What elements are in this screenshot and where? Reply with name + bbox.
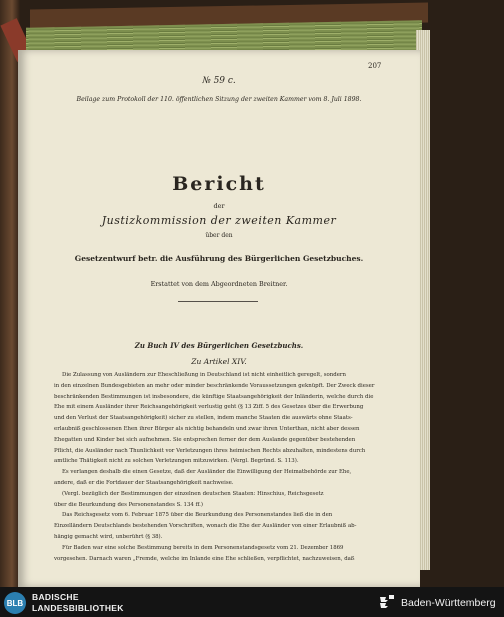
library-name-line2[interactable]: LANDESBIBLIOTHEK (32, 603, 124, 613)
body-line: erlaubniß geschlossenen Ehen ihrer Bürger als nichtig behandeln und zwar ihren Unterthan, nicht aber dessen (54, 426, 360, 432)
title-connector: der (213, 202, 225, 210)
body-line: Die Zulassung von Ausländern zur Eheschließung in Deutschland ist nicht einheitlich geregelt, sondern (62, 372, 346, 378)
blb-logo[interactable]: BLB (4, 592, 26, 614)
body-line: Das Reichsgesetz vom 6. Februar 1875 über die Beurkundung des Personenstandes ließ die in den (62, 512, 333, 519)
body-line: Ehegatten und Kinder bei sich aufnehmen. Sie entsprechen ferner der dem Auslande gegenüber bestehenden (54, 436, 356, 443)
library-name-line1[interactable]: BADISCHE (32, 592, 79, 602)
body-line: vorgesehen. Darnach waren „Fremde, welche im Inlande eine Ehe schließen, verpflichtet, nachzuweisen, daß (54, 555, 355, 562)
reporter-line: Erstattet von dem Abgeordneten Breitner. (150, 280, 288, 288)
region-name[interactable]: Baden-Württemberg (401, 597, 496, 609)
baden-wuerttemberg-lions-icon[interactable] (378, 593, 396, 611)
committee-name: Justizkommission der zweiten Kammer (101, 214, 337, 227)
body-line: und den Verlust der Staatsangehörigkeit) sicher zu stellen, indem manche Staaten die auswärts ohne Staats- (54, 415, 353, 422)
body-line: Für Baden war eine solche Bestimmung bereits in dem Personenstandsgesetz vom 21. Dezember 1869 (62, 544, 344, 551)
document-number: № 59 c. (202, 76, 236, 86)
body-line: andere, daß er die Fortdauer der Staatsangehörigkeit nachweise. (54, 480, 234, 486)
book-heading: Zu Buch IV des Bürgerlichen Gesetzbuchs. (134, 341, 304, 350)
body-line: in den einzelnen Bundesgebieten an mehr oder minder beschränkende Voraussetzungen geknüpft. Der Zweck dieser (54, 382, 375, 389)
body-line: (Vergl. bezüglich der Bestimmungen der einzelnen deutschen Staaten: Hinschius, Reichsgesetz (62, 490, 324, 497)
book-spine (0, 0, 20, 587)
article-heading: Zu Artikel XIV. (191, 357, 247, 366)
subject-connector: über den (205, 232, 233, 239)
body-line: Einzelländern Deutschlands bestehenden Vorschriften, wonach die Ehe der Ausländer von einer Erlaubniß ab- (54, 523, 357, 530)
document-title: Bericht (172, 173, 266, 195)
body-line: hängig gemacht wird, unberührt (§ 38). (54, 534, 163, 540)
page-number: 207 (368, 62, 382, 70)
body-line: beschränkenden Bestimmungen ist insbesondere, die künftige Staatsangehörigkeit der Inländerin, welche durch die (54, 393, 374, 400)
body-line: amtliche Thätigkeit nicht zu solchen Verletzungen mitzuwirken. (Vergl. Begründ. S. 113). (54, 458, 299, 465)
body-line: Ehe mit einem Ausländer ihrer Reichsangehörigkeit verlustig geht (§ 13 Ziff. 5 des Gesetzes über die Erwerbung (54, 404, 364, 411)
body-line: Es verlangen deshalb die einen Gesetze, daß der Ausländer die Einwilligung der Heimatbehörde zur Ehe, (62, 469, 352, 476)
supplement-line: Beilage zum Protokoll der 110. öffentlichen Sitzung der zweiten Kammer vom 8. Juli 1898. (76, 96, 362, 103)
body-line: Pflicht, die Ausländer nach Thunlichkeit vor Verletzungen ihres heimischen Rechts abzuhalten, mindestens durch (54, 447, 366, 454)
section-divider (178, 301, 258, 302)
body-line: über die Beurkundung des Personenstandes S. 134 ff.) (54, 501, 203, 508)
document-subject: Gesetzentwurf betr. die Ausführung des Bürgerlichen Gesetzbuches. (74, 254, 364, 263)
